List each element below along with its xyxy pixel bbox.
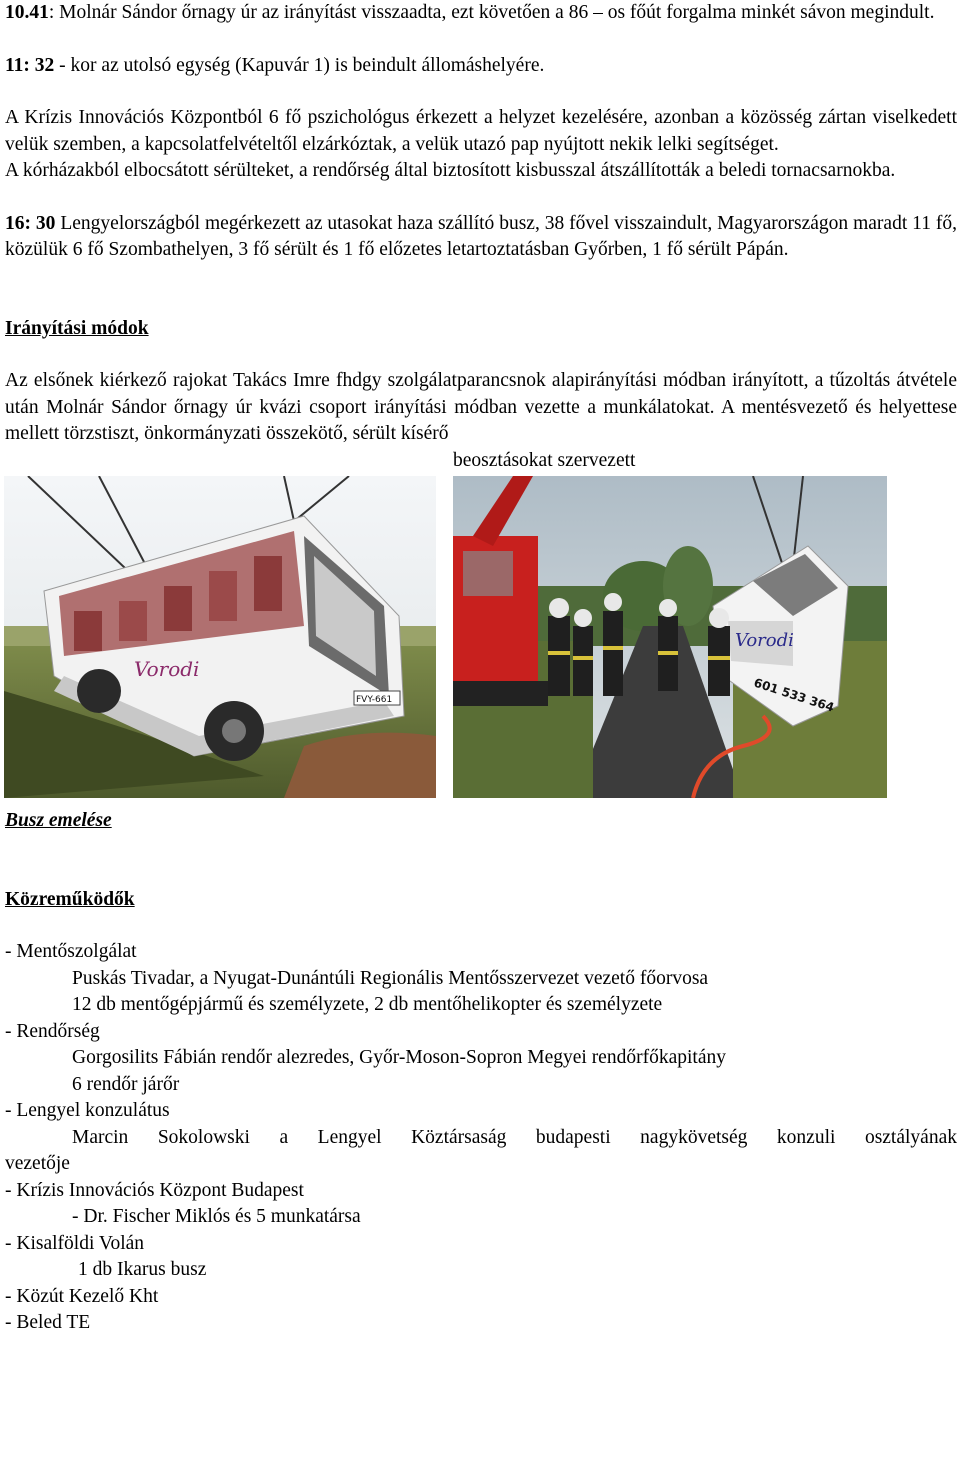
crashed-bus-photo: [4, 476, 436, 798]
list-item: vezetője: [5, 1153, 70, 1174]
photo-caption: Busz emelése: [5, 810, 112, 831]
time-16-30: 16: 30: [5, 212, 56, 234]
paragraph-2-text: - kor az utolsó egység (Kapuvár 1) is beindult állomáshelyére.: [54, 54, 545, 76]
list-item: Puskás Tivadar, a Nyugat-Dunántúli Regionális Mentősszervezet vezető főorvosa: [72, 967, 709, 989]
document-page: [5, 0, 957, 1337]
paragraph-4: A kórházakból elbocsátott sérülteket, a rendőrség által biztosított kisbusszal átszállították a beledi tornacsarnokba.: [5, 160, 896, 181]
list-item: - Krízis Innovációs Központ Budapest: [5, 1179, 304, 1201]
photo-row: [5, 476, 957, 808]
paragraph-1: [5, 0, 957, 27]
bus-lifting-photo: [453, 476, 887, 798]
paragraph-2: [5, 53, 957, 80]
list-item: - Rendőrség: [5, 1020, 100, 1042]
list-item: 12 db mentőgépjármű és személyzete, 2 db mentőhelikopter és személyzete: [72, 994, 663, 1015]
list-item: - Lengyel konzulátus: [5, 1100, 170, 1121]
left-bus-text: Vorodi: [134, 657, 200, 681]
crashed-bus-image: [4, 476, 436, 798]
list-item: Marcin Sokolowski a Lengyel Köztársaság budapesti nagykövetség konzuli osztályának: [72, 1126, 957, 1148]
right-bus-text: Vorodi: [735, 630, 794, 651]
list-item: - Dr. Fischer Miklós és 5 munkatársa: [72, 1206, 361, 1227]
heading-iranyitasi-modok: Irányítási módok: [5, 317, 149, 339]
paragraph-6-centered: beosztásokat szervezett: [453, 449, 636, 471]
paragraph-5: [5, 211, 957, 264]
participants-list: [5, 939, 957, 1337]
right-bus-plate: 601 533 364: [752, 675, 836, 715]
paragraph-1-text: : Molnár Sándor őrnagy úr az irányítást visszaadta, ezt követően a 86 – os főút forgalma minkét sávon megindult.: [48, 2, 935, 23]
list-item: - Mentőszolgálat: [5, 941, 137, 962]
time-10-41: 10.41: [5, 2, 49, 23]
list-item: - Közút Kezelő Kht: [5, 1285, 159, 1307]
paragraph-6: Az elsőnek kiérkező rajokat Takács Imre fhdgy szolgálatparancsnok alapirányítási módban irányított, a tűzoltás átvétele után Molnár Sándor őrnagy úr kvázi csoport irányítási módban vezette a munkálatokat. A mentésvezető és helyettese mellett törzstiszt, önkormányzati összekötő, sérült kísérő: [5, 370, 957, 444]
left-bus-plate: FVY-661: [356, 695, 393, 705]
list-item: 1 db Ikarus busz: [78, 1259, 207, 1280]
list-item: Gorgosilits Fábián rendőr alezredes, Győr-Moson-Sopron Megyei rendőrfőkapitány: [72, 1047, 726, 1068]
bus-lifting-image: [453, 476, 887, 798]
list-item: - Kisalföldi Volán: [5, 1232, 145, 1254]
list-item: - Beled TE: [5, 1312, 91, 1333]
list-item: 6 rendőr járőr: [72, 1073, 180, 1095]
paragraph-5-text: Lengyelországból megérkezett az utasokat haza szállító busz, 38 fővel visszaindult, Magyarországon maradt 11 fő, közülük 6 fő Szombathelyen, 3 fő sérült és 1 fő előzetes letartoztatásban Győrben, 1 fő sérült Pápán.: [5, 212, 957, 260]
time-11-32: 11: 32: [5, 54, 55, 76]
heading-kozremukodok: Közreműködők: [5, 888, 135, 910]
paragraph-3: A Krízis Innovációs Központból 6 fő pszichológus érkezett a helyzet kezelésére, azonban a közösség zártan viselkedett velük szemben, a kapcsolatfelvételtől elzárkóztak, a velük utazó pap nyújtott nekik lelki segítséget.: [5, 107, 957, 155]
